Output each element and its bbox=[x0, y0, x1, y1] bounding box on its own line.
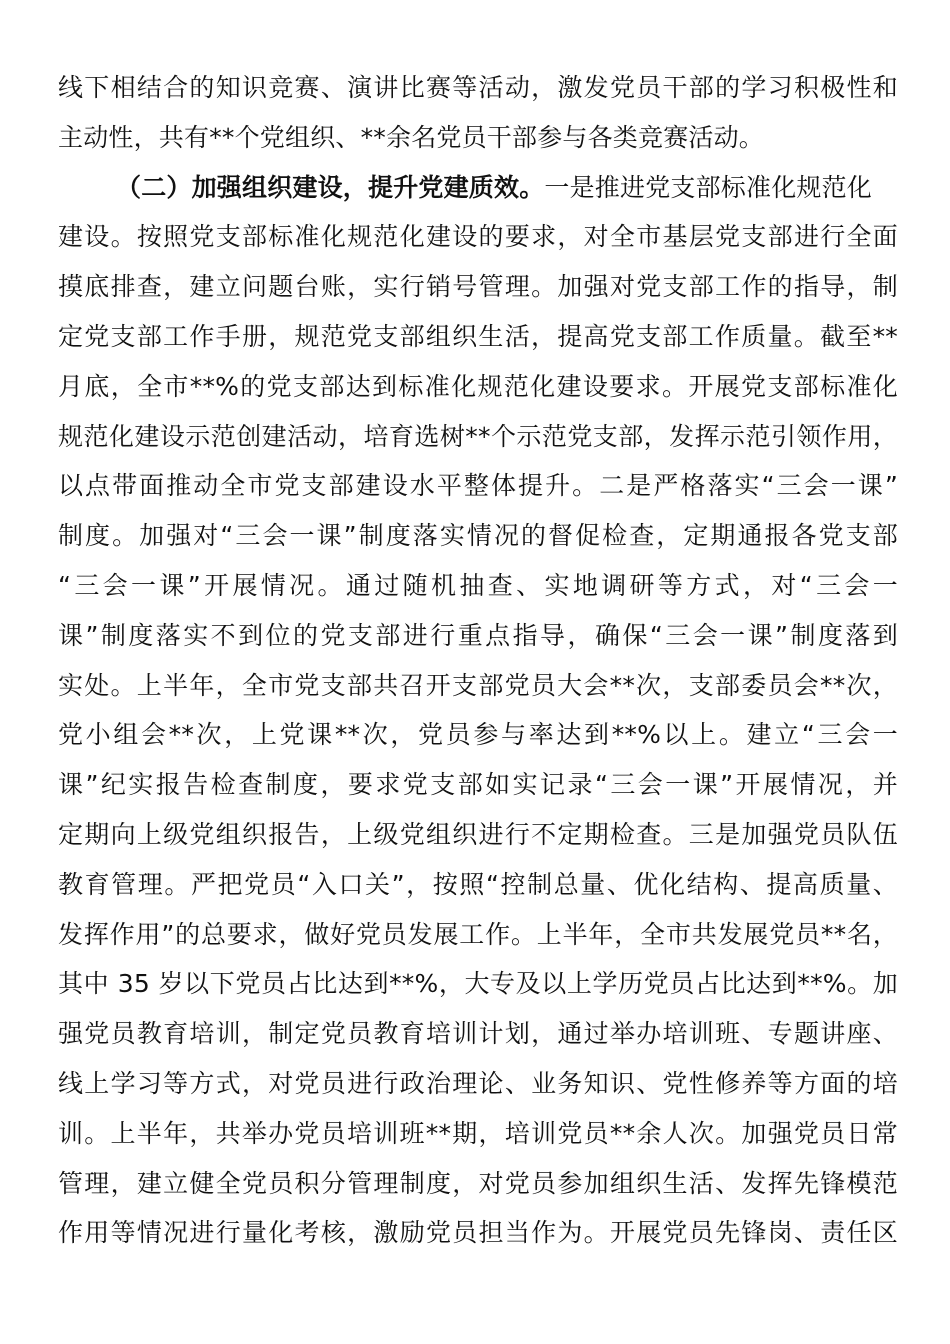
text-line: 制度。加强对“三会一课”制度落实情况的督促检查，定期通报各党支部 bbox=[58, 521, 898, 551]
text-line: 线上学习等方式，对党员进行政治理论、业务知识、党性修养等方面的培 bbox=[58, 1068, 898, 1098]
text-line: 建设。按照党支部标准化规范化建设的要求，对全市基层党支部进行全面 bbox=[58, 222, 898, 252]
text-line: 摸底排查，建立问题台账，实行销号管理。加强对党支部工作的指导，制 bbox=[58, 272, 898, 302]
section-heading: （二）加强组织建设，提升党建质效。 bbox=[116, 172, 545, 202]
section-heading-continuation: 一是推进党支部标准化规范化 bbox=[544, 172, 873, 202]
text-line: 以点带面推动全市党支部建设水平整体提升。二是严格落实“三会一课” bbox=[58, 471, 898, 501]
text-line: 作用等情况进行量化考核，激励党员担当作为。开展党员先锋岗、责任区 bbox=[58, 1218, 898, 1248]
text-line: 主动性，共有**个党组织、**余名党员干部参与各类竞赛活动。 bbox=[58, 122, 765, 152]
text-line: 实处。上半年，全市党支部共召开支部党员大会**次，支部委员会**次， bbox=[58, 670, 898, 700]
text-line: 管理，建立健全党员积分管理制度，对党员参加组织生活、发挥先锋模范 bbox=[58, 1168, 898, 1198]
text-line: 课”制度落实不到位的党支部进行重点指导，确保“三会一课”制度落到 bbox=[58, 620, 898, 650]
text-line: 发挥作用”的总要求，做好党员发展工作。上半年，全市共发展党员**名， bbox=[58, 919, 898, 949]
document-body bbox=[58, 63, 898, 1258]
text-line: 其中 35 岁以下党员占比达到**%，大专及以上学历党员占比达到**%。加 bbox=[58, 969, 898, 999]
text-line: 定期向上级党组织报告，上级党组织进行不定期检查。三是加强党员队伍 bbox=[58, 819, 898, 849]
text-line: 规范化建设示范创建活动，培育选树**个示范党支部，发挥示范引领作用， bbox=[58, 421, 898, 451]
text-line: 教育管理。严把党员“入口关”，按照“控制总量、优化结构、提高质量、 bbox=[58, 869, 898, 899]
text-line: 党小组会**次，上党课**次，党员参与率达到**%以上。建立“三会一 bbox=[58, 720, 898, 750]
text-line: 强党员教育培训，制定党员教育培训计划，通过举办培训班、专题讲座、 bbox=[58, 1019, 898, 1049]
text-line: 月底，全市**%的党支部达到标准化规范化建设要求。开展党支部标准化 bbox=[58, 371, 898, 401]
section-heading-line bbox=[58, 163, 898, 213]
text-line: 课”纪实报告检查制度，要求党支部如实记录“三会一课”开展情况，并 bbox=[58, 770, 898, 800]
text-line: 定党支部工作手册，规范党支部组织生活，提高党支部工作质量。截至** bbox=[58, 321, 898, 351]
text-line: 训。上半年，共举办党员培训班**期，培训党员**余人次。加强党员日常 bbox=[58, 1118, 898, 1148]
text-line: 线下相结合的知识竞赛、演讲比赛等活动，激发党员干部的学习积极性和 bbox=[58, 73, 898, 102]
text-line: “三会一课”开展情况。通过随机抽查、实地调研等方式，对“三会一 bbox=[58, 570, 898, 600]
